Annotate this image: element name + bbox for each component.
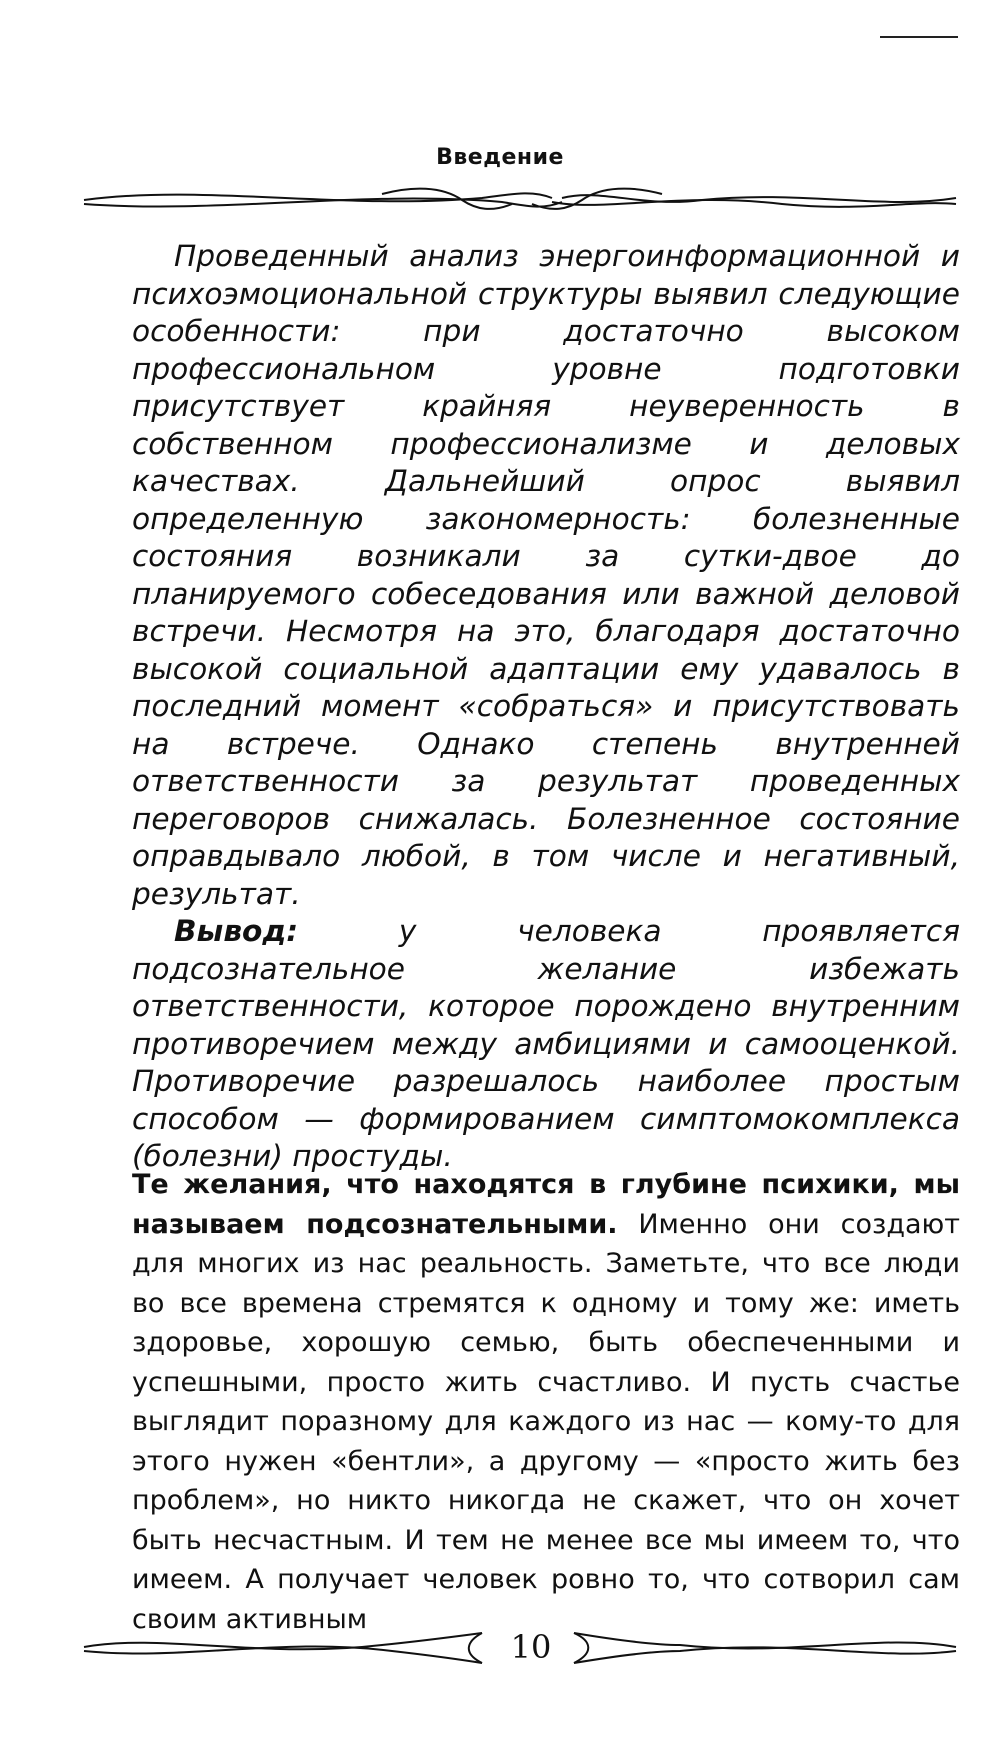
page-number: 10	[510, 1628, 552, 1666]
running-header-title: Введение	[436, 145, 564, 170]
main-bold-lead: Те желания, что находятся в глубине психики, мы называем подсознательными.	[132, 1169, 960, 1240]
conclusion-text: у человека проявляется подсознательное желание избежать ответственности, которое порождено внутренним противоречием между амбициями и самооценкой. Противоречие разрешалось наиболее простым способом — формированием симптомокомплекса (болезни) простуды.	[132, 914, 960, 1173]
main-body-text	[132, 1165, 960, 1639]
footer-ornament-right	[570, 1625, 958, 1667]
top-corner-rule	[880, 36, 958, 38]
main-paragraph-rest: Именно они создают для многих из нас реальность. Заметьте, что все люди во все времена стремятся к одному и тому же: иметь здоровье, хорошую семью, быть обеспеченными и успешными, просто жить счастливо. И пусть счастье выглядит поразному для каждого из нас — кому-то для этого нужен «бентли», а другому — «просто жить без проблем», но никто никогда не скажет, что он хочет быть несчастным. И тем не менее все мы имеем то, что имеем. А получает человек ровно то, что сотворил сам своим активным	[132, 1208, 960, 1635]
main-paragraph	[132, 1165, 960, 1639]
case-paragraph-analysis: Проведенный анализ энергоинформационной и психоэмоциональной структуры выявил следующие особенности: при достаточно высоком профессиональном уровне подготовки присутствует крайняя неуверенность в собственном профессионализме и деловых качествах. Дальнейший опрос выявил определенную закономерность: болезненные состояния возникали за сутки-двое до планируемого собеседования или важной деловой встречи. Несмотря на это, благодаря достаточно высокой социальной адаптации ему удавалось в последний момент «собраться» и присутствовать на встрече. Однако степень внутренней ответственности за результат проведенных переговоров снижалась. Болезненное состояние оправдывало любой, в том числе и негативный, результат.	[132, 239, 960, 911]
conclusion-label: Вывод:	[174, 914, 299, 948]
footer-ornament-left	[82, 1625, 492, 1667]
case-paragraph-conclusion	[132, 913, 960, 1176]
case-study-italic-text	[132, 238, 960, 1176]
header-ornament-divider	[82, 180, 958, 220]
